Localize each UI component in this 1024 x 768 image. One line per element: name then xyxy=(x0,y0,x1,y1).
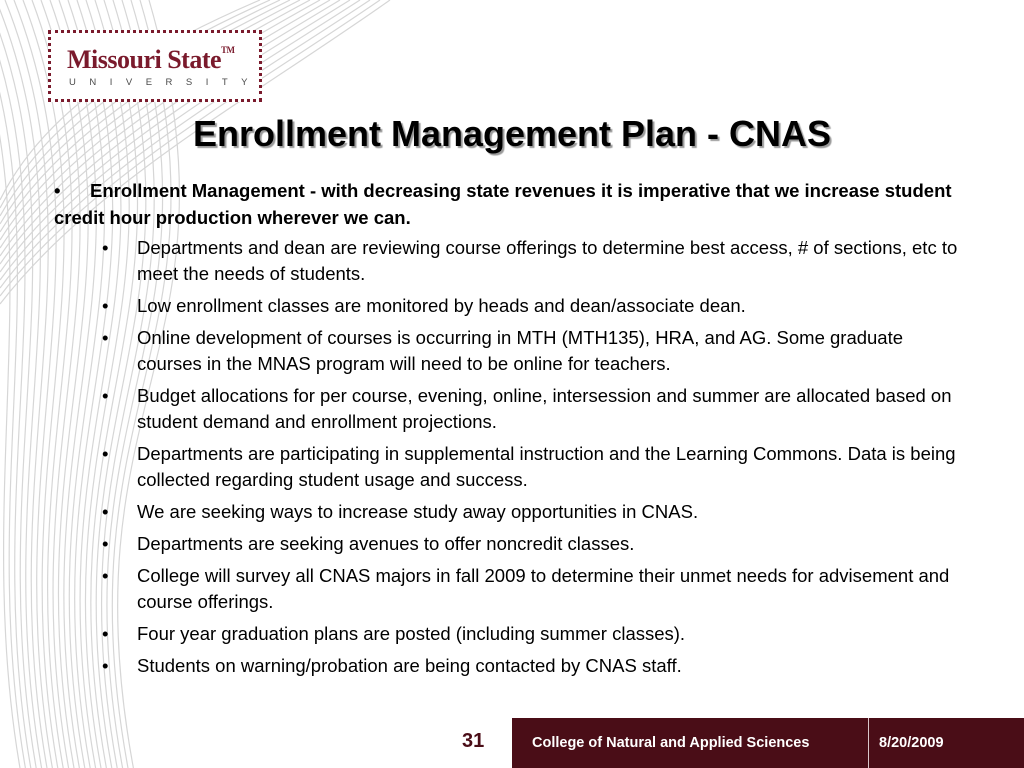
list-item xyxy=(54,499,974,525)
list-item-text: We are seeking ways to increase study away opportunities in CNAS. xyxy=(137,501,699,522)
university-logo xyxy=(48,30,262,102)
footer-bar xyxy=(512,718,1024,768)
list-item xyxy=(54,441,974,493)
page-number: 31 xyxy=(462,730,485,752)
slide-title: Enrollment Management Plan - CNAS xyxy=(192,113,832,154)
list-item-text: Online development of courses is occurring in MTH (MTH135), HRA, and AG. Some graduate courses in the MNAS program will need to be online for teachers. xyxy=(137,327,904,374)
list-item xyxy=(54,621,974,647)
list-item-text: Four year graduation plans are posted (including summer classes). xyxy=(137,623,686,644)
footer-college-name: College of Natural and Applied Sciences xyxy=(532,735,810,751)
bullet-marker: • xyxy=(102,385,109,406)
lead-bullet-text: Enrollment Management - with decreasing state revenues it is imperative that we increase student credit hour production wherever we can. xyxy=(54,180,952,228)
bullet-marker: • xyxy=(102,533,109,554)
lead-bullet-marker: • xyxy=(54,180,61,201)
bullet-marker: • xyxy=(102,295,109,316)
logo-trademark: TM xyxy=(221,45,235,55)
list-item-text: Budget allocations for per course, evening, online, intersession and summer are allocated based on student demand and enrollment projections. xyxy=(137,385,952,432)
sub-bullet-list xyxy=(54,235,974,679)
list-item xyxy=(54,293,974,319)
logo-wordmark: Missouri State™ xyxy=(67,45,235,74)
slide-content xyxy=(54,177,974,685)
list-item xyxy=(54,531,974,557)
bullet-marker: • xyxy=(102,501,109,522)
list-item-text: College will survey all CNAS majors in fall 2009 to determine their unmet needs for advisement and course offerings. xyxy=(137,565,950,612)
list-item-text: Low enrollment classes are monitored by heads and dean/associate dean. xyxy=(137,295,746,316)
footer-date: 8/20/2009 xyxy=(879,735,944,751)
bullet-marker: • xyxy=(102,655,109,676)
bullet-marker: • xyxy=(102,443,109,464)
list-item-text: Departments and dean are reviewing course offerings to determine best access, # of sections, etc to meet the needs of students. xyxy=(137,237,958,284)
lead-bullet-item xyxy=(54,177,974,231)
list-item xyxy=(54,235,974,287)
list-item-text: Students on warning/probation are being contacted by CNAS staff. xyxy=(137,655,682,676)
bullet-marker: • xyxy=(102,623,109,644)
list-item xyxy=(54,653,974,679)
list-item-text: Departments are participating in supplemental instruction and the Learning Commons. Data is being collected regarding student usage and success. xyxy=(137,443,956,490)
bullet-marker: • xyxy=(102,565,109,586)
bullet-marker: • xyxy=(102,237,109,258)
list-item xyxy=(54,325,974,377)
logo-subtitle: UNIVERSITY xyxy=(69,77,262,88)
list-item-text: Departments are seeking avenues to offer noncredit classes. xyxy=(137,533,635,554)
list-item xyxy=(54,563,974,615)
list-item xyxy=(54,383,974,435)
bullet-marker: • xyxy=(102,327,109,348)
